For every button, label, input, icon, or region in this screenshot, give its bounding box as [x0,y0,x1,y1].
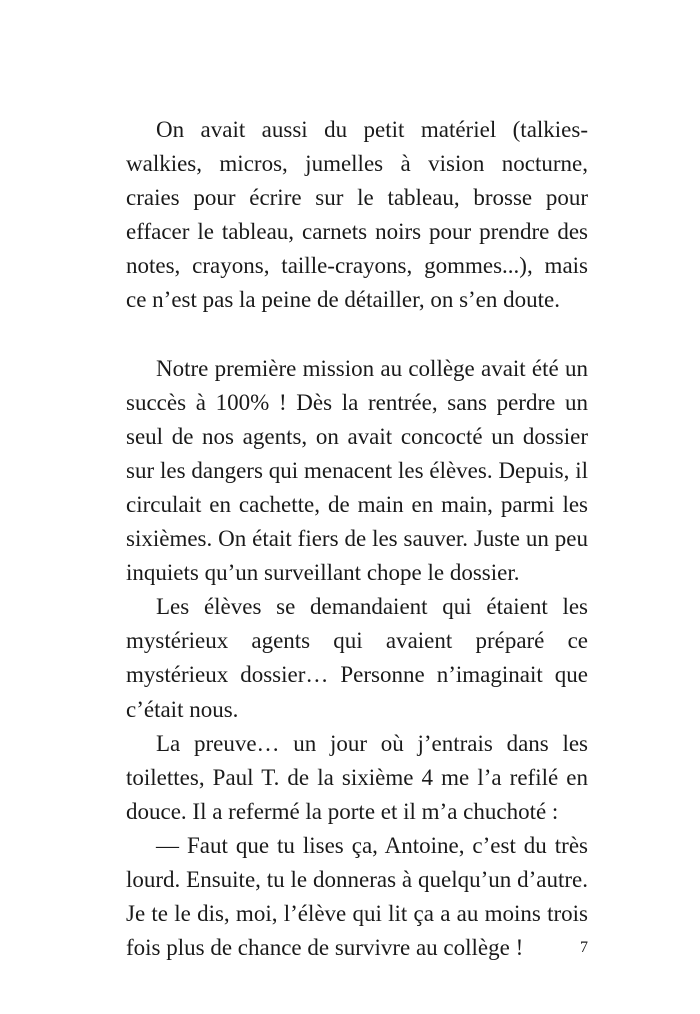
paragraph-mission: Notre première mission au collège avait été un succès à 100% ! Dès la rentrée, sans perdre un seul de nos agents, on avait concocté un dossier sur les dangers qui menacent les élèves. Depuis, il circulait en cachette, de main en main, parmi les sixièmes. On était fiers de les sauver. Juste un peu inquiets qu’un surveillant chope le dossier. [126,355,588,586]
paragraph-dialogue: — Faut que tu lises ça, Antoine, c’est du très lourd. Ensuite, tu le donneras à quelqu’un d’autre. Je te le dis, moi, l’élève qui lit ça a au moins trois fois plus de chance de survivre au collège ! [126,832,588,961]
body-text [126,113,588,965]
page-number: 7 [580,939,588,956]
paragraph-preuve: La preuve… un jour où j’entrais dans les toilettes, Paul T. de la sixième 4 me l’a refilé en douce. Il a refermé la porte et il m’a chuchoté : [126,730,588,824]
paragraph-mysterieux: Les élèves se demandaient qui étaient les mystérieux agents qui avaient préparé ce mystérieux dossier… Personne n’imaginait que c’était nous. [126,594,588,722]
paragraph-materiel: On avait aussi du petit matériel (talkies-walkies, micros, jumelles à vision nocturne, craies pour écrire sur le tableau, brosse pour effacer le tableau, carnets noirs pour prendre des notes, crayons, taille-crayons, gommes...), mais ce n’est pas la peine de détailler, on s’en doute. [126,117,588,313]
